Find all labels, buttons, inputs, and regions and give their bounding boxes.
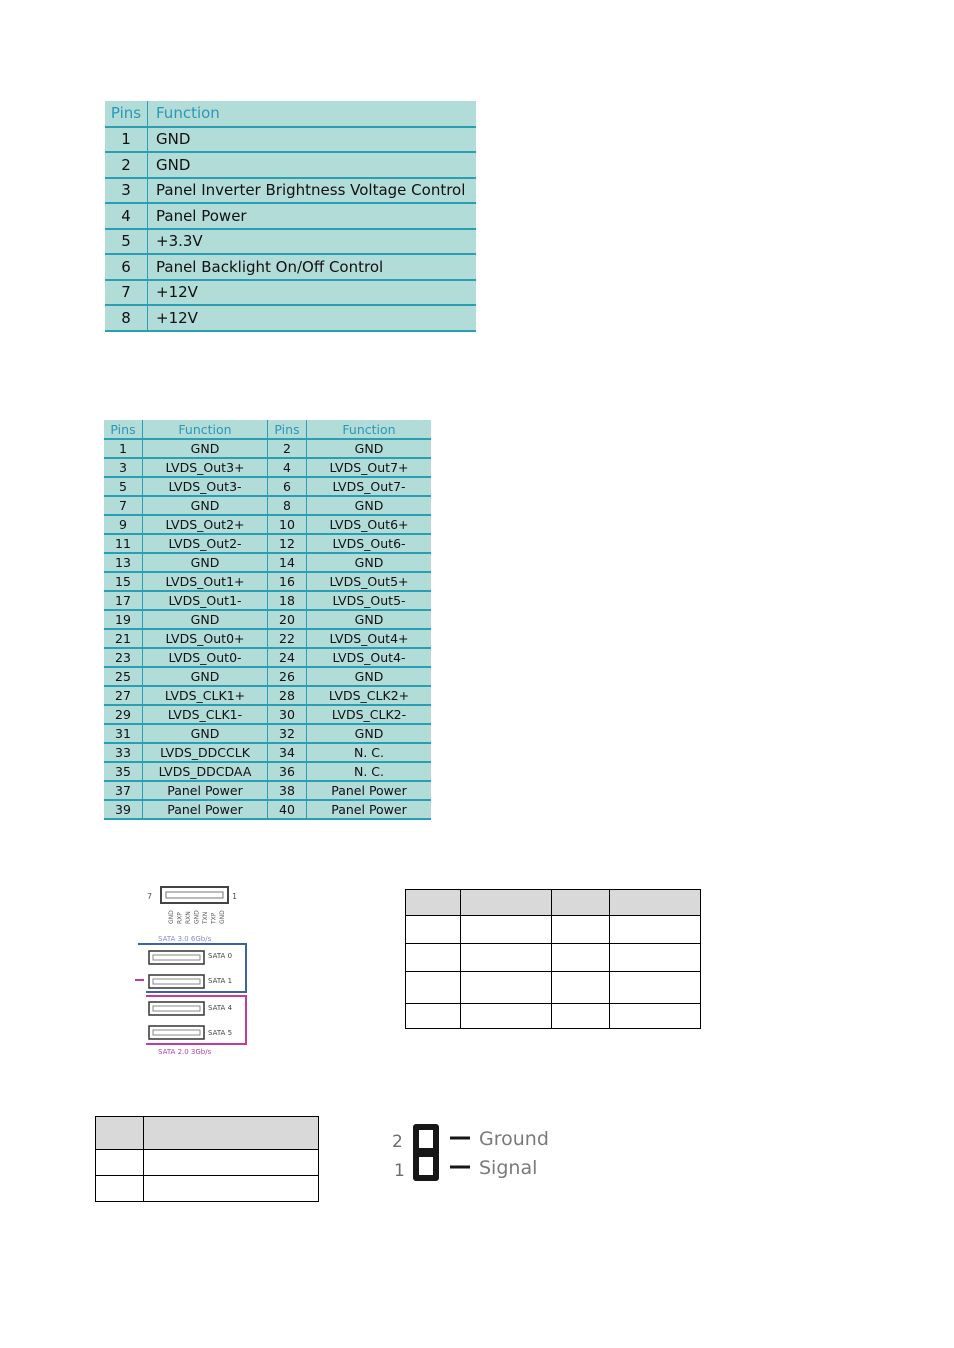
table-row — [104, 572, 431, 591]
pin-function: Panel Power — [307, 781, 432, 800]
pin-number: 3 — [105, 178, 148, 204]
pin-number: 8 — [268, 496, 307, 515]
table-header-row — [104, 420, 431, 439]
table-cell — [552, 916, 610, 944]
pin-number: 40 — [268, 800, 307, 819]
pin-function: GND — [307, 724, 432, 743]
pin-number: 21 — [104, 629, 143, 648]
table-cell — [406, 1004, 461, 1029]
table-row — [104, 458, 431, 477]
sata-port-slot — [153, 955, 200, 960]
pin-number: 19 — [104, 610, 143, 629]
pin-1-pad — [419, 1157, 433, 1175]
pins-header: Pins — [104, 420, 143, 439]
pins-header: Pins — [268, 420, 307, 439]
pin-function: LVDS_Out1+ — [143, 572, 268, 591]
pin-function: LVDS_Out5+ — [307, 572, 432, 591]
sata-connector-slot — [166, 892, 223, 898]
pin-function: LVDS_Out5- — [307, 591, 432, 610]
table-row — [104, 553, 431, 572]
pin-function: LVDS_Out7- — [307, 477, 432, 496]
pin-number: 39 — [104, 800, 143, 819]
table-cell — [610, 916, 701, 944]
table-row — [104, 762, 431, 781]
table-row — [104, 439, 431, 458]
pin-function: +12V — [148, 305, 477, 331]
pin-function: GND — [307, 610, 432, 629]
pin-number: 12 — [268, 534, 307, 553]
pin-number: 2 — [268, 439, 307, 458]
jumper-diagram — [385, 1120, 560, 1190]
table-cell — [96, 1150, 144, 1176]
pin-number: 28 — [268, 686, 307, 705]
pin-number: 15 — [104, 572, 143, 591]
table-row — [104, 534, 431, 553]
pin-number: 18 — [268, 591, 307, 610]
table-row — [104, 781, 431, 800]
pin-number: 4 — [105, 203, 148, 229]
pin-number: 37 — [104, 781, 143, 800]
table-row — [105, 203, 476, 229]
pin-number: 25 — [104, 667, 143, 686]
sata-pin-signal-label: GND — [168, 910, 175, 924]
sata2-caption: SATA 2.0 3Gb/s — [158, 1048, 212, 1056]
pin-function: LVDS_CLK1+ — [143, 686, 268, 705]
function-header: Function — [143, 420, 268, 439]
sata-port-slot — [153, 979, 200, 984]
table-row — [104, 724, 431, 743]
sata-pin-signal-label: RXP — [176, 912, 184, 924]
pin-function: GND — [148, 152, 477, 178]
pin-function: +3.3V — [148, 229, 477, 255]
pin-function: LVDS_Out3+ — [143, 458, 268, 477]
table-cell — [461, 972, 552, 1004]
table-cell — [610, 972, 701, 1004]
sata-port-0-label: SATA 0 — [208, 952, 233, 960]
pin-function: Panel Power — [307, 800, 432, 819]
pin-function: LVDS_Out0+ — [143, 629, 268, 648]
sata-port-slot — [153, 1006, 200, 1011]
table-row — [406, 916, 701, 944]
pin-function: LVDS_DDCDAA — [143, 762, 268, 781]
pin-function: Panel Power — [148, 203, 477, 229]
pin-function: LVDS_CLK2+ — [307, 686, 432, 705]
sata-pin-signal-label: TXN — [202, 911, 209, 924]
pin-function: GND — [143, 667, 268, 686]
sata-port-5-label: SATA 5 — [208, 1029, 233, 1037]
table-row — [105, 229, 476, 255]
pin-function: N. C. — [307, 743, 432, 762]
table-cell — [461, 1004, 552, 1029]
table-row — [104, 705, 431, 724]
pin-number: 1 — [105, 127, 148, 153]
pin-function: GND — [307, 553, 432, 572]
pin-function: GND — [307, 439, 432, 458]
pin-function: +12V — [148, 280, 477, 306]
small-pin-table — [95, 1116, 319, 1202]
pin-number: 32 — [268, 724, 307, 743]
pin-function: N. C. — [307, 762, 432, 781]
table-cell — [552, 1004, 610, 1029]
pin-function: LVDS_Out2+ — [143, 515, 268, 534]
table-row — [406, 972, 701, 1004]
table-row — [105, 152, 476, 178]
table-row — [104, 610, 431, 629]
pin-number: 17 — [104, 591, 143, 610]
table-row — [406, 1004, 701, 1029]
pin-number: 35 — [104, 762, 143, 781]
table-cell — [552, 972, 610, 1004]
table-row — [406, 944, 701, 972]
table-row — [104, 496, 431, 515]
table-cell — [552, 944, 610, 972]
sata-port-1-label: SATA 1 — [208, 977, 233, 985]
table-cell — [144, 1150, 319, 1176]
pin-function: GND — [143, 553, 268, 572]
table-row — [104, 629, 431, 648]
table-header-cell — [96, 1117, 144, 1150]
pin-number: 23 — [104, 648, 143, 667]
sata-port-slot — [153, 1030, 200, 1035]
pin-number: 7 — [104, 496, 143, 515]
table-header-row — [105, 101, 476, 127]
pin-number: 33 — [104, 743, 143, 762]
pin-number: 31 — [104, 724, 143, 743]
pin-2-pad — [419, 1130, 433, 1148]
pin-number: 5 — [104, 477, 143, 496]
table-header-cell — [406, 890, 461, 916]
table-header-cell — [144, 1117, 319, 1150]
pin-function: LVDS_DDCCLK — [143, 743, 268, 762]
sata-connectors-figure — [130, 878, 255, 1060]
pin-function: GND — [143, 439, 268, 458]
table-row — [105, 280, 476, 306]
table-header-cell — [461, 890, 552, 916]
table-cell — [610, 944, 701, 972]
pin-function: LVDS_Out4- — [307, 648, 432, 667]
pin-function: LVDS_Out6- — [307, 534, 432, 553]
table-cell — [461, 944, 552, 972]
table-cell — [406, 916, 461, 944]
pin-number: 22 — [268, 629, 307, 648]
sata-pin-signal-label: GND — [219, 910, 226, 924]
sata3-caption: SATA 3.0 6Gb/s — [158, 935, 212, 943]
pin-function: GND — [307, 496, 432, 515]
sata-pin-signal-label: RXN — [185, 911, 192, 924]
pin-number: 13 — [104, 553, 143, 572]
pin-function: GND — [143, 496, 268, 515]
function-header: Function — [148, 101, 477, 127]
pin-number: 1 — [104, 439, 143, 458]
pin-number: 8 — [105, 305, 148, 331]
table-row — [104, 667, 431, 686]
pin-number: 6 — [105, 254, 148, 280]
table-row — [104, 515, 431, 534]
table-header-row — [406, 890, 701, 916]
pin-number: 10 — [268, 515, 307, 534]
pin-number: 5 — [105, 229, 148, 255]
pin-number: 24 — [268, 648, 307, 667]
table-row — [105, 305, 476, 331]
pin-number: 14 — [268, 553, 307, 572]
pin-function: GND — [148, 127, 477, 153]
sata-pin-end-label: 1 — [232, 892, 238, 901]
pin-number: 4 — [268, 458, 307, 477]
sata-pin-start-label: 7 — [147, 892, 153, 901]
table-row — [104, 686, 431, 705]
table-row — [105, 127, 476, 153]
pin-function: Panel Backlight On/Off Control — [148, 254, 477, 280]
pin-number: 27 — [104, 686, 143, 705]
table-header-row — [96, 1117, 319, 1150]
table-row — [105, 254, 476, 280]
lvds-pin-table — [104, 420, 431, 820]
table-cell — [406, 944, 461, 972]
table-row — [104, 591, 431, 610]
pin-number: 29 — [104, 705, 143, 724]
pin-number: 16 — [268, 572, 307, 591]
pin-1-number: 1 — [394, 1161, 405, 1181]
table-header-cell — [552, 890, 610, 916]
pin-function: Panel Power — [143, 781, 268, 800]
pin-function: Panel Inverter Brightness Voltage Control — [148, 178, 477, 204]
sata-pin-labels — [168, 910, 226, 925]
pin-number: 34 — [268, 743, 307, 762]
pin-number: 9 — [104, 515, 143, 534]
table-row — [104, 648, 431, 667]
sata-pin-signal-label: GND — [193, 910, 201, 924]
table-cell — [96, 1176, 144, 1202]
pin-function: LVDS_CLK1- — [143, 705, 268, 724]
pin-2-number: 2 — [392, 1132, 403, 1152]
sata-pin-signal-label: TXP — [210, 912, 218, 924]
pin-number: 11 — [104, 534, 143, 553]
signal-label: Signal — [479, 1157, 538, 1179]
pin-function: LVDS_Out4+ — [307, 629, 432, 648]
table-cell — [406, 972, 461, 1004]
pin-function: LVDS_Out3- — [143, 477, 268, 496]
table-row — [105, 178, 476, 204]
backlight-pin-table — [105, 101, 476, 332]
pin-function: LVDS_Out7+ — [307, 458, 432, 477]
pin-number: 30 — [268, 705, 307, 724]
function-header: Function — [307, 420, 432, 439]
table-cell — [144, 1176, 319, 1202]
pin-function: GND — [307, 667, 432, 686]
table-row — [104, 743, 431, 762]
table-cell — [610, 1004, 701, 1029]
pin-number: 3 — [104, 458, 143, 477]
table-header-cell — [610, 890, 701, 916]
pin-number: 20 — [268, 610, 307, 629]
table-row — [104, 800, 431, 819]
pin-number: 7 — [105, 280, 148, 306]
pin-function: LVDS_Out1- — [143, 591, 268, 610]
pin-function: GND — [143, 724, 268, 743]
pin-number: 36 — [268, 762, 307, 781]
table-row — [104, 477, 431, 496]
pin-function: LVDS_CLK2- — [307, 705, 432, 724]
pin-number: 6 — [268, 477, 307, 496]
pin-function: GND — [143, 610, 268, 629]
table-row — [96, 1176, 319, 1202]
pin-function: LVDS_Out0- — [143, 648, 268, 667]
pin-number: 26 — [268, 667, 307, 686]
pin-number: 2 — [105, 152, 148, 178]
table-cell — [461, 916, 552, 944]
pin-function: Panel Power — [143, 800, 268, 819]
pins-header: Pins — [105, 101, 148, 127]
sata-port-4-label: SATA 4 — [208, 1004, 233, 1012]
pin-number: 38 — [268, 781, 307, 800]
pin-function: LVDS_Out6+ — [307, 515, 432, 534]
table-row — [96, 1150, 319, 1176]
ground-label: Ground — [479, 1128, 549, 1150]
sata-pin-table — [405, 889, 701, 1029]
pin-function: LVDS_Out2- — [143, 534, 268, 553]
